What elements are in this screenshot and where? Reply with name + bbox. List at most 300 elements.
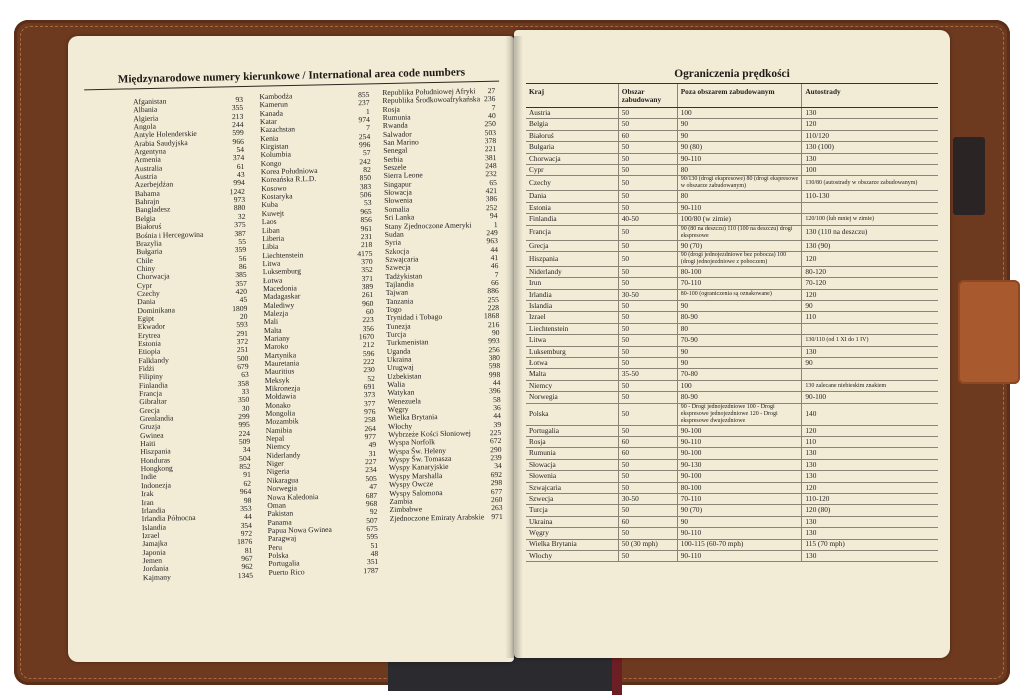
country-name: Cypr [136,280,153,290]
country-name: Albania [133,105,158,115]
area-code: 687 [365,490,378,500]
country-cell: Turcja [526,505,618,516]
country-cell: Szwajcaria [526,482,618,493]
area-code: 7 [366,123,371,133]
table-row [526,392,938,403]
built-up-cell: 35-50 [618,369,677,380]
motorway-cell: 130 [802,528,938,539]
area-code: 378 [484,136,497,146]
area-code: 1868 [483,311,500,321]
country-name: Korea Południowa [260,166,318,177]
country-name: Szwecja [385,262,411,273]
built-up-cell: 50 [618,225,677,240]
area-code: 234 [365,465,377,475]
area-code: 387 [234,228,246,238]
outside-built-up-cell: 90 [677,516,802,527]
country-name: Filipiny [138,371,163,382]
country-name: Hongkong [140,463,173,474]
area-code: 500 [236,353,249,363]
country-name: Nikaragua [266,475,299,485]
area-code: 377 [363,398,376,408]
country-cell: Słowacja [526,459,618,470]
country-name: Laos [261,216,277,227]
built-up-cell: 50 [618,142,677,153]
area-code: 250 [484,119,496,129]
area-code: 66 [490,277,499,288]
motorway-cell: 70-120 [802,278,938,289]
country-name: Rosja [382,104,400,114]
country-name: Somalia [384,204,410,214]
built-up-cell: 50 [618,482,677,493]
outside-built-up-cell: 90-110 [677,202,802,213]
area-code: 965 [360,206,372,216]
country-name: Chiny [136,263,156,274]
country-name: Niemcy [266,442,291,452]
table-row [526,539,938,550]
built-up-cell: 50 [618,278,677,289]
outside-built-up-cell: 90 - Drogi jednojezdniowe 100 - Drogi ekspresowe jednojezdniowe 120 - Drogi ekspresowe dwujezdniowe [677,403,802,425]
country-name: Jordania [142,563,169,574]
table-row [526,119,938,130]
built-up-cell: 50 [618,335,677,346]
area-code: 1809 [232,303,248,313]
country-name: Madagaskar [263,291,301,302]
left-page [68,36,514,662]
speed-limits-table [526,83,938,562]
country-name: Liechtenstein [262,249,304,260]
area-code: 352 [361,265,373,275]
country-name: Słowenia [384,195,413,206]
table-row [526,214,938,225]
table-row [526,369,938,380]
country-name: Seszele [383,162,407,173]
country-name: Haiti [140,438,156,449]
area-code: 973 [233,195,246,205]
area-code: 30 [241,403,250,413]
outside-built-up-cell: 90-130 [677,459,802,470]
outside-built-up-cell: 80-90 [677,392,802,403]
area-code: 33 [241,386,250,397]
country-name: Malediwy [263,300,295,310]
country-cell: Belgia [526,119,618,130]
area-code: 45 [239,295,248,305]
table-row [526,202,938,213]
country-cell: Hiszpania [526,251,618,266]
country-name: Austria [134,171,158,182]
area-code: 43 [236,169,245,180]
country-name: Szkocja [384,246,410,256]
table-row [526,191,938,202]
area-code: 242 [359,156,371,166]
area-code: 856 [360,215,372,225]
area-code: 93 [235,94,244,105]
country-cell: Irlandia [526,289,618,300]
motorway-cell: 100 [802,164,938,175]
table-row [526,358,938,369]
built-up-cell: 60 [618,130,677,141]
area-code: 692 [490,469,503,479]
built-up-cell: 50 [618,240,677,251]
country-name: Indie [140,472,157,482]
area-code: 507 [366,515,378,525]
outside-built-up-cell: 90 (80) [677,142,802,153]
area-code: 252 [485,202,498,213]
country-name: Estonia [137,338,161,349]
country-name: Bułgaria [136,246,163,257]
country-cell: Estonia [526,202,618,213]
country-name: Portugalia [268,558,300,569]
outside-built-up-cell: 90 (70) [677,505,802,516]
outside-built-up-cell: 90 (drogi jednojezdniowe bez pobocza) 100 (drogi jednojezdniowe z poboczem) [677,251,802,266]
area-code: 216 [487,319,500,329]
built-up-cell: 50 [618,459,677,470]
country-name: Kongo [260,158,282,168]
country-name: Antyle Holenderskie [133,129,197,140]
table-row [526,459,938,470]
built-up-cell: 50 [618,403,677,425]
built-up-cell: 50 [618,312,677,323]
area-code: 505 [365,473,377,483]
area-code: 52 [367,373,375,383]
country-name: Tanzania [385,296,414,306]
area-code: 1670 [358,331,375,342]
area-code: 63 [241,370,249,380]
area-code: 58 [492,394,501,404]
country-cell: Czechy [526,176,618,191]
area-code: 420 [235,286,248,297]
motorway-cell: 130 [802,550,938,561]
country-name: Puerto Rico [268,566,305,577]
outside-built-up-cell: 100/80 (w zimie) [677,214,802,225]
country-name: Mali [263,317,279,327]
area-code: 231 [360,231,373,242]
list-item [268,566,378,576]
table-row [526,176,938,191]
country-cell: Finlandia [526,214,618,225]
country-name: Zjednoczone Emiraty Arabskie [389,511,485,523]
list-item [143,571,253,582]
country-name: Togo [385,304,402,314]
country-name: Rumunia [382,112,411,123]
country-name: Francja [139,388,163,399]
area-code: 60 [365,306,374,317]
area-codes-column-2 [259,91,378,577]
area-codes-column-1 [133,96,253,582]
area-code: 357 [235,278,247,288]
country-name: Gwinea [139,430,164,440]
area-code: 258 [364,415,376,425]
table-row [526,505,938,516]
country-name: Japonia [142,547,166,557]
country-cell: Białoruś [526,130,618,141]
built-up-cell: 60 [618,436,677,447]
country-name: Kamerun [259,99,288,110]
area-code: 599 [232,128,244,138]
table-row [526,482,938,493]
area-code: 263 [491,503,503,513]
country-name: Gibraltar [139,396,167,407]
country-name: Litwa [262,258,281,268]
country-name: Chorwacja [136,271,170,282]
built-up-cell: 50 [618,251,677,266]
country-name: Włochy [388,421,413,431]
area-code: 213 [231,111,244,121]
built-up-cell: 50 [618,176,677,191]
built-up-cell: 50 [618,153,677,164]
table-row [526,436,938,447]
area-code: 353 [240,503,252,513]
country-name: Finlandia [138,380,168,390]
area-code: 290 [490,444,502,454]
area-code: 370 [361,256,373,267]
area-code: 375 [234,220,246,230]
built-up-cell: 50 [618,528,677,539]
area-code: 1876 [236,537,253,547]
country-name: Mauretania [264,358,300,369]
area-code: 260 [490,494,503,505]
country-name: Malezja [263,308,289,318]
area-code: 225 [489,428,502,438]
area-code: 46 [490,261,499,271]
country-name: Tadżykistan [385,270,423,281]
motorway-cell: 120 (80) [802,505,938,516]
built-up-cell: 50 [618,505,677,516]
country-name: Bahama [134,188,160,198]
country-name: Turkmenistan [386,337,429,348]
outside-built-up-cell: 90 [677,301,802,312]
country-name: Mozambik [265,416,299,427]
country-name: Malta [263,325,282,335]
area-code: 248 [485,161,497,171]
country-cell: Grecja [526,240,618,251]
table-row [526,471,938,482]
area-code: 34 [494,461,502,471]
area-code: 373 [363,390,376,400]
area-code: 675 [366,523,378,534]
country-name: Walia [387,379,405,390]
country-cell: Islandia [526,301,618,312]
country-name: Bahrajn [135,196,160,207]
country-name: Watykan [387,387,415,398]
table-row [526,266,938,277]
motorway-cell: 120 [802,119,938,130]
country-name: Kanada [259,108,284,118]
area-code: 228 [487,302,500,313]
country-name: Zambia [389,496,413,506]
area-code: 972 [240,528,253,538]
country-name: Salwador [382,129,412,139]
table-row [526,528,938,539]
area-code: 40 [488,111,496,121]
motorway-cell: 130 [802,346,938,357]
motorway-cell: 130 (90) [802,240,938,251]
country-name: Zimbabwe [389,504,423,515]
country-name: Czechy [136,288,160,299]
motorway-cell: 120 [802,251,938,266]
area-code: 223 [362,315,374,325]
built-up-cell: 50 [618,346,677,357]
area-code: 92 [369,507,378,517]
area-code: 91 [243,470,251,480]
country-name: Szwajcaria [385,254,419,264]
area-code: 65 [489,177,497,187]
built-up-cell: 30-50 [618,289,677,300]
table-header-row [526,84,938,108]
country-name: Falklandy [138,355,169,365]
area-code: 224 [238,428,251,438]
area-code: 995 [238,420,250,430]
outside-built-up-cell: 100 [677,380,802,391]
area-code: 57 [362,148,371,158]
country-name: Singapur [383,179,412,189]
country-name: Kazachstan [259,124,296,135]
area-code: 383 [359,181,372,191]
area-code: 222 [363,356,375,367]
country-name: Panama [267,517,292,527]
outside-built-up-cell: 80-100 (ograniczenia są oznakowane) [677,289,802,300]
country-name: Trynidad i Tobago [386,312,443,323]
country-name: Węgry [387,404,409,415]
country-name: Macedonia [263,283,297,293]
area-code: 54 [236,144,245,155]
table-row [526,225,938,240]
motorway-cell: 90 [802,301,938,312]
built-up-cell: 50 [618,266,677,277]
area-code: 672 [489,436,502,446]
area-code: 396 [489,386,501,396]
country-cell: Rumunia [526,448,618,459]
country-name: Wyspa Norfolk [388,437,436,448]
motorway-cell: 120 [802,289,938,300]
area-code: 56 [238,253,247,263]
country-cell: Włochy [526,550,618,561]
country-name: Islandia [141,522,167,532]
country-name: Niderlandy [266,450,301,460]
area-code: 977 [364,432,377,442]
area-code: 976 [364,406,376,417]
country-name: San Marino [383,137,419,148]
outside-built-up-cell: 80-90 [677,312,802,323]
country-name: Uzbekistan [387,371,422,381]
area-code: 7 [491,102,496,112]
country-name: Mikronezja [264,383,301,394]
area-code: 47 [369,482,378,492]
area-code: 51 [370,540,379,550]
area-code: 593 [236,320,248,330]
outside-built-up-cell: 90 [677,346,802,357]
table-row [526,335,938,346]
area-code: 298 [490,478,503,488]
country-name: Arabia Saudyjska [133,137,188,148]
country-name: Republika Południowej Afryki [382,86,476,98]
table-row [526,278,938,289]
area-code: 961 [360,223,373,233]
area-code: 371 [361,273,374,283]
area-code: 237 [358,98,370,108]
country-name: Mongolia [265,408,296,419]
outside-built-up-cell: 70-110 [677,278,802,289]
motorway-cell: 80-120 [802,266,938,277]
area-code: 39 [493,419,502,429]
area-code: 1 [365,106,370,116]
area-code: 962 [241,562,253,572]
country-name: Dania [137,297,156,307]
country-name: Meksyk [264,375,290,385]
country-name: Irlandia [141,505,166,515]
area-code: 974 [358,115,370,125]
country-name: Kostaryka [261,191,293,202]
area-codes-column-3 [382,87,503,523]
outside-built-up-cell: 80 [677,164,802,175]
right-page [514,30,950,658]
area-code: 31 [368,448,377,458]
motorway-cell: 130 [802,108,938,119]
table-row [526,516,938,527]
country-name: Liberia [262,233,285,243]
area-code: 44 [490,244,499,254]
country-cell: Ukraina [526,516,618,527]
motorway-cell: 130 (100) [802,142,938,153]
country-name: Fidżi [138,363,155,374]
country-cell: Bułgaria [526,142,618,153]
country-name: Kambodża [259,91,293,102]
country-name: Argentyna [133,146,167,157]
area-code: 27 [487,86,496,96]
country-name: Honduras [140,455,171,465]
country-name: Papua Nowa Gwinea [267,524,332,535]
motorway-cell: 90-100 [802,392,938,403]
outside-built-up-cell: 90-100 [677,471,802,482]
country-cell: Cypr [526,164,618,175]
country-name: Wyspy Kanaryjskie [388,462,449,473]
outside-built-up-cell: 90 [677,130,802,141]
motorway-cell: 130 [802,516,938,527]
country-name: Kuwejt [261,208,285,218]
country-name: Dominikana [137,304,176,315]
built-up-cell: 50 (30 mph) [618,539,677,550]
motorway-cell: 130 [802,471,938,482]
area-code: 359 [234,245,247,255]
area-code: 389 [361,281,374,292]
table-row [526,346,938,357]
list-item [390,513,503,523]
area-code: 372 [236,336,249,347]
country-name: Angola [133,121,156,132]
outside-built-up-cell: 80-100 [677,266,802,277]
table-row [526,312,938,323]
area-code: 55 [238,236,247,246]
area-code: 386 [485,194,498,204]
outside-built-up-cell: 90-110 [677,153,802,164]
country-name: Wenezuela [387,396,421,406]
country-name: Libia [262,241,279,252]
built-up-cell: 50 [618,323,677,334]
motorway-cell: 110 [802,436,938,447]
area-code: 354 [240,520,252,530]
country-cell: Irun [526,278,618,289]
country-name: Sierra Leone [383,170,423,181]
country-name: Luksemburg [262,266,302,277]
area-code: 968 [365,498,378,508]
country-name: Martynika [264,350,297,360]
motorway-cell: 110/120 [802,130,938,141]
area-code: 32 [237,211,246,221]
area-code: 236 [483,94,496,104]
country-name: Brazylia [135,238,162,249]
country-name: Kajmany [142,572,171,582]
built-up-cell: 50 [618,119,677,130]
table-row [526,323,938,334]
